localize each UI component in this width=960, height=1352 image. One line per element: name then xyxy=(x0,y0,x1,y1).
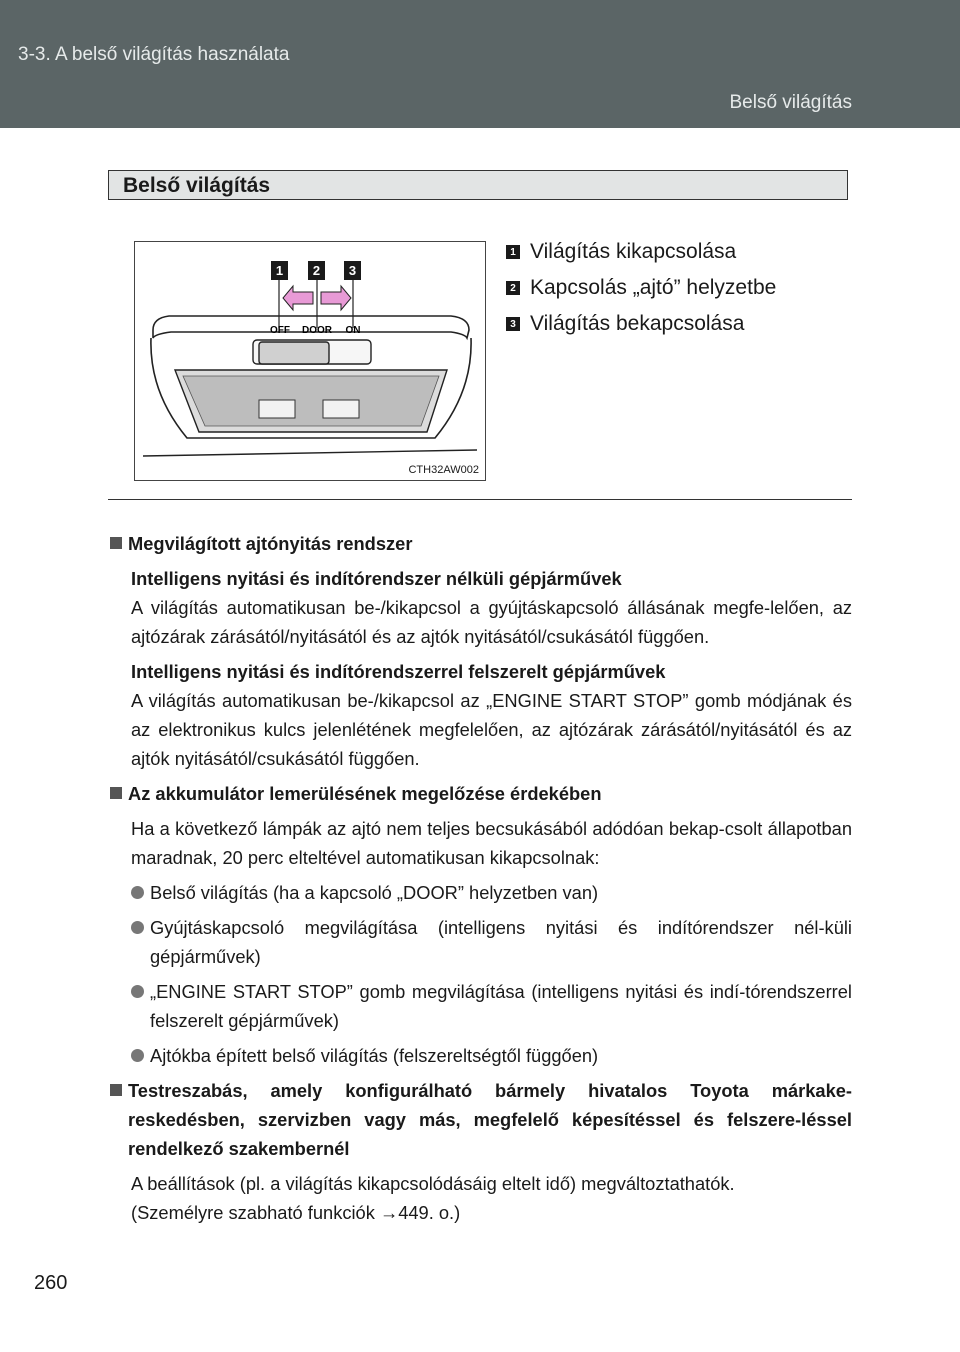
paragraph-without-smart-key: A világítás automatikusan be-/kikapcsol a gyújtáskapcsoló állásának megfe-lelően, az ajtózárak zárásától/nyitásától és az ajtók nyitásától/csukásától függően. xyxy=(131,597,852,647)
list-item: Belső világítás (ha a kapcsoló „DOOR” helyzetben van) xyxy=(131,878,852,907)
figure-code: CTH32AW002 xyxy=(408,464,479,476)
paragraph-with-smart-key: A világítás automatikusan be-/kikapcsol az „ENGINE START STOP” gomb módjának és az elektronikus kulcs jelenlétének megfelelően, az ajtózárak zárásától/nyitásától és az ajtók nyitásától/csukásától függően. xyxy=(131,690,852,769)
list-item: Ajtókba épített belső világítás (felszereltségtől függően) xyxy=(131,1041,852,1070)
heading-customization: Testreszabás, amely konfigurálható bármely hivatalos Toyota márkake-reskedésben, szervizben vagy más, megfelelő képesítéssel és felszere-léssel rendelkező szakembernél xyxy=(110,1076,852,1163)
square-bullet-icon xyxy=(110,1084,122,1096)
body-text xyxy=(110,529,852,1227)
interior-light-figure xyxy=(134,241,486,481)
page-header xyxy=(0,0,960,128)
square-bullet-icon xyxy=(110,537,122,549)
figure-badge-3: 3 xyxy=(348,263,357,278)
figure-badge-1: 1 xyxy=(275,263,284,278)
legend-item xyxy=(506,234,776,270)
section-title: Belső világítás xyxy=(108,170,848,200)
legend-number: 2 xyxy=(506,281,520,295)
legend-text: Világítás kikapcsolása xyxy=(530,240,737,263)
round-bullet-icon xyxy=(131,886,144,899)
label-off: OFF xyxy=(270,325,290,336)
subheading-without-smart-key: Intelligens nyitási és indítórendszer nélküli gépjárművek xyxy=(131,568,622,589)
figure-legend xyxy=(506,234,776,342)
paragraph-customization: A beállítások (pl. a világítás kikapcsolódásáig eltelt idő) megváltoztathatók. xyxy=(131,1173,735,1194)
round-bullet-icon xyxy=(131,921,144,934)
list-item: „ENGINE START STOP” gomb megvilágítása (intelligens nyitási és indí-tórendszerrel felszerelt gépjárművek) xyxy=(131,977,852,1035)
section-running-title: Belső világítás xyxy=(729,92,852,113)
legend-number: 1 xyxy=(506,245,520,259)
legend-text: Kapcsolás „ajtó” helyzetbe xyxy=(530,276,777,299)
legend-number: 3 xyxy=(506,317,520,331)
label-door: DOOR xyxy=(302,325,332,336)
legend-text: Világítás bekapcsolása xyxy=(530,312,745,335)
heading-illuminated-entry: Megvilágított ajtónyitás rendszer xyxy=(110,529,852,558)
legend-item xyxy=(506,270,776,306)
square-bullet-icon xyxy=(110,787,122,799)
round-bullet-icon xyxy=(131,985,144,998)
interior-light-drawing xyxy=(135,242,485,480)
customization-reference: (Személyre szabható funkciók →449. o.) xyxy=(131,1202,461,1223)
list-item: Gyújtáskapcsoló megvilágítása (intelligens nyitási és indítórendszer nél-küli gépjárművek) xyxy=(131,913,852,971)
subheading-with-smart-key: Intelligens nyitási és indítórendszerrel felszerelt gépjárművek xyxy=(131,661,666,682)
round-bullet-icon xyxy=(131,1049,144,1062)
paragraph-battery-saver: Ha a következő lámpák az ajtó nem teljes becsukásából adódóan bekap-csolt állapotban maradnak, 20 perc elteltével automatikusan kikapcsolnak: xyxy=(131,818,852,868)
section-divider xyxy=(108,499,852,500)
page-number: 260 xyxy=(34,1272,68,1294)
chapter-title: 3-3. A belső világítás használata xyxy=(18,44,290,65)
heading-battery-saver: Az akkumulátor lemerülésének megelőzése érdekében xyxy=(110,779,852,808)
legend-item xyxy=(506,306,776,342)
label-on: ON xyxy=(345,325,361,336)
figure-badge-2: 2 xyxy=(312,263,321,278)
